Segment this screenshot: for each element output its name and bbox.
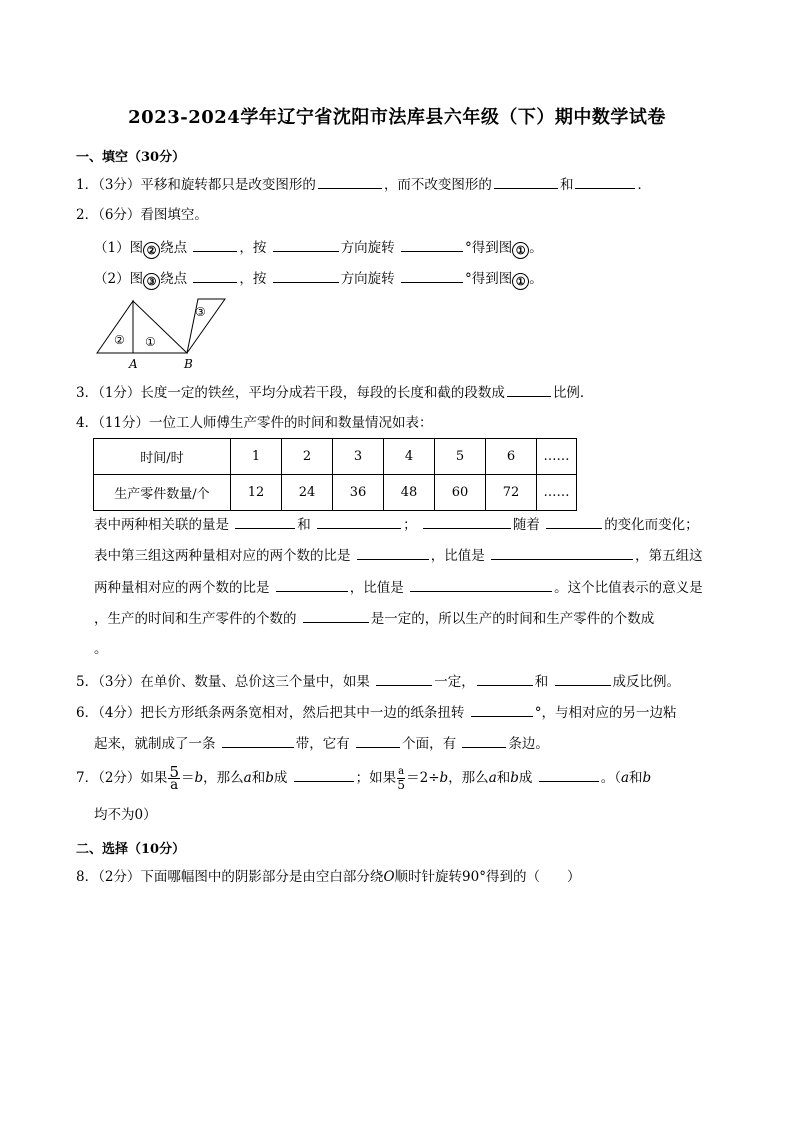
q2s2-text-d: 方向旋转 — [340, 271, 395, 287]
fraction-numerator: 5 — [169, 763, 179, 781]
q7-text-j: 。（ — [600, 770, 621, 786]
q5-text-b: 一定， — [434, 674, 475, 690]
q4-line-4 — [94, 609, 654, 628]
q7-blank-2 — [539, 768, 599, 782]
question-5 — [76, 672, 680, 691]
q6-blank-4 — [462, 734, 506, 748]
exam-title: 2023-2024学年辽宁省沈阳市法库县六年级（下）期中数学试卷 — [128, 107, 666, 128]
q6-text-c: 起来，就制成了一条 — [94, 736, 216, 752]
q1-text-d: ． — [637, 177, 651, 193]
table-cell: 3 — [333, 439, 384, 475]
q7-text-d: 和 — [629, 770, 643, 786]
q2s1-text-a: （1）图 — [94, 240, 144, 256]
q4l2-text-b: ，比值是 — [430, 548, 485, 564]
q3-text-b: 比例． — [552, 385, 594, 401]
q7-text-d: 和 — [251, 770, 266, 786]
q8-text-b: 顺时针旋转90°得到的（ ） — [394, 869, 581, 885]
circled-3: ③ — [143, 273, 160, 290]
q2s1-blank-angle — [401, 238, 463, 252]
question-6-line-1 — [76, 703, 676, 722]
q6-blank-1 — [471, 703, 533, 717]
figure-label-1: ① — [145, 335, 156, 349]
q2s1-blank-direction — [273, 238, 339, 252]
q2s2-text-e: °得到图 — [464, 271, 513, 287]
q5-blank-2 — [477, 672, 533, 686]
q4l1-text-b: 和 — [297, 517, 311, 533]
q2s2-blank-direction — [273, 269, 339, 283]
figure-label-3: ③ — [195, 305, 206, 319]
question-2-part-1 — [94, 238, 543, 259]
q4l3-text-b: ，比值是 — [349, 580, 404, 596]
q4l4-text-a: ，生产的时间和生产零件的个数的 — [94, 611, 297, 627]
table-cell: 4 — [384, 439, 435, 475]
q6-text-a: 6．（4分）把长方形纸条两条宽相对，然后把其中一边的纸条扭转 — [76, 705, 465, 721]
q3-blank — [507, 383, 551, 397]
table-cell: 6 — [486, 439, 537, 475]
figure-label-2: ② — [114, 333, 125, 347]
table-cell: 48 — [384, 475, 435, 511]
fraction-denominator: a — [170, 777, 179, 793]
question-4-stem: 4．（11分）一位工人师傅生产零件的时间和数量情况如表： — [76, 415, 433, 431]
fraction-5-over-a — [168, 763, 180, 793]
q4l1-blank-3 — [423, 515, 511, 529]
q4l3-blank-1 — [276, 578, 348, 592]
table-cell: 12 — [231, 475, 282, 511]
point-a-label: A — [129, 357, 138, 371]
q6-text-e: 个面，有 — [402, 736, 457, 752]
q5-blank-1 — [376, 672, 432, 686]
q7-text-h: ，那么 — [448, 770, 489, 786]
q7-text-i: 成 — [518, 770, 533, 786]
table-cell: 24 — [282, 475, 333, 511]
q1-blank-2 — [494, 175, 558, 189]
q4l2-text-a: 表中第三组这两种量相对应的两个数的比是 — [94, 548, 351, 564]
q4l1-text-e: 的变化而变化； — [604, 517, 699, 533]
table-cell: 2 — [282, 439, 333, 475]
variable-o: O — [383, 869, 395, 885]
q2s1-text-f: 。 — [529, 240, 543, 256]
q2s1-text-d: 方向旋转 — [340, 240, 395, 256]
variable-b: b — [642, 770, 652, 786]
circled-1: ① — [512, 273, 529, 290]
q2s2-blank-point — [193, 269, 237, 283]
q4l2-blank-2 — [491, 546, 633, 560]
circled-2: ② — [143, 242, 160, 259]
variable-b: b — [194, 770, 204, 786]
q2s2-text-c: ，按 — [239, 271, 267, 287]
table-row-time — [94, 439, 577, 475]
table-head-time: 时间/时 — [94, 439, 231, 475]
table-cell: 36 — [333, 475, 384, 511]
q7-text-c: ，那么 — [203, 770, 244, 786]
q4l1-text-c: ； — [403, 517, 417, 533]
production-table — [93, 438, 577, 511]
q2s1-text-e: °得到图 — [464, 240, 513, 256]
q7-text-d: 和 — [496, 770, 511, 786]
table-cell: 60 — [435, 475, 486, 511]
table-cell: 72 — [486, 475, 537, 511]
q4l4-text-b: 是一定的，所以生产的时间和生产零件的个数成 — [370, 611, 655, 627]
variable-a: a — [488, 770, 497, 786]
q4l4-blank-1 — [303, 609, 369, 623]
q2s2-blank-angle — [401, 269, 463, 283]
q5-text-d: 成反比例。 — [612, 674, 681, 690]
q7-blank-1 — [294, 768, 354, 782]
question-2-part-2 — [94, 269, 543, 290]
q4-line-5: 。 — [94, 641, 108, 657]
q2s1-blank-point — [193, 238, 237, 252]
table-cell: 5 — [435, 439, 486, 475]
rotation-figure — [90, 296, 240, 376]
q6-text-b: °，与相对应的另一边粘 — [534, 705, 677, 721]
q5-text-a: 5．（3分）在单价、数量、总价这三个量中，如果 — [76, 674, 370, 690]
table-cell: 1 — [231, 439, 282, 475]
table-head-quantity: 生产零件数量/个 — [94, 475, 231, 511]
q4l1-blank-1 — [235, 515, 295, 529]
q7-text-b: ＝ — [180, 770, 195, 786]
question-2-stem: 2．（6分）看图填空。 — [76, 207, 208, 223]
q6-blank-3 — [356, 734, 400, 748]
q7-text-f: ；如果 — [355, 770, 397, 786]
q2s1-text-c: ，按 — [239, 240, 267, 256]
q2s1-text-b: 绕点 — [160, 240, 188, 256]
q4l2-text-c: ，第五组这 — [635, 548, 703, 564]
table-ellipsis: …… — [537, 439, 577, 475]
q6-blank-2 — [222, 734, 294, 748]
variable-b: b — [265, 770, 274, 786]
q1-text-c: 和 — [559, 177, 574, 193]
q2s2-text-b: 绕点 — [160, 271, 188, 287]
q4l3-text-a: 两种量相对应的两个数的比是 — [94, 580, 270, 596]
circled-1: ① — [512, 242, 529, 259]
question-1 — [76, 175, 651, 194]
point-b-label: B — [184, 357, 193, 371]
q5-text-c: 和 — [534, 674, 549, 690]
fraction-numerator: a — [398, 766, 405, 777]
section-fill-heading: 一、填空（30分） — [76, 150, 186, 165]
q3-text-a: 3．（1分）长度一定的铁丝，平均分成若干段，每段的长度和截的段数成 — [76, 385, 505, 401]
question-8 — [76, 868, 580, 886]
q4l1-blank-2 — [317, 515, 401, 529]
q4l1-blank-4 — [546, 515, 602, 529]
table-row-quantity — [94, 475, 577, 511]
q2s2-text-f: 。 — [529, 271, 543, 287]
variable-a: a — [243, 770, 252, 786]
q8-text-a: 8．（2分）下面哪幅图中的阴影部分是由空白部分绕 — [76, 869, 384, 885]
q7-text-a: 7．（2分）如果 — [76, 770, 168, 786]
q7-text-e: 成 — [273, 770, 288, 786]
q7-text-g: ＝2÷ — [406, 770, 440, 786]
q6-text-f: 条边。 — [508, 736, 549, 752]
section-choice-heading: 二、选择（10分） — [76, 842, 186, 857]
triangle-1 — [133, 301, 187, 353]
q4-line-3 — [94, 578, 703, 597]
variable-a: a — [620, 770, 630, 786]
question-7-line-1 — [76, 764, 651, 792]
fraction-denominator: 5 — [397, 778, 405, 792]
q1-text-a: 1．（3分）平移和旋转都只是改变图形的 — [76, 177, 316, 193]
q4l3-text-c: 。这个比值表示的意义是 — [554, 580, 703, 596]
question-6-line-2 — [94, 734, 549, 753]
q1-blank-3 — [575, 175, 635, 189]
q5-blank-3 — [555, 672, 611, 686]
q4l3-blank-2 — [410, 578, 552, 592]
q4-line-2 — [94, 546, 703, 565]
q1-blank-1 — [318, 175, 382, 189]
q4l1-text-d: 随着 — [512, 517, 540, 533]
table-ellipsis: …… — [537, 475, 577, 511]
q4l1-text-a: 表中两种相关联的量是 — [94, 517, 229, 533]
q4l2-blank-1 — [357, 546, 429, 560]
triangle-3 — [187, 299, 225, 353]
q6-text-d: 带，它有 — [295, 736, 350, 752]
q4-line-1 — [94, 515, 699, 534]
q1-text-b: ，而不改变图形的 — [383, 177, 492, 193]
variable-b: b — [439, 770, 449, 786]
question-3 — [76, 383, 593, 402]
fraction-a-over-5 — [397, 766, 405, 791]
variable-b: b — [510, 770, 519, 786]
q2s2-text-a: （2）图 — [94, 271, 144, 287]
question-7-line-2: 均不为0） — [94, 807, 157, 823]
